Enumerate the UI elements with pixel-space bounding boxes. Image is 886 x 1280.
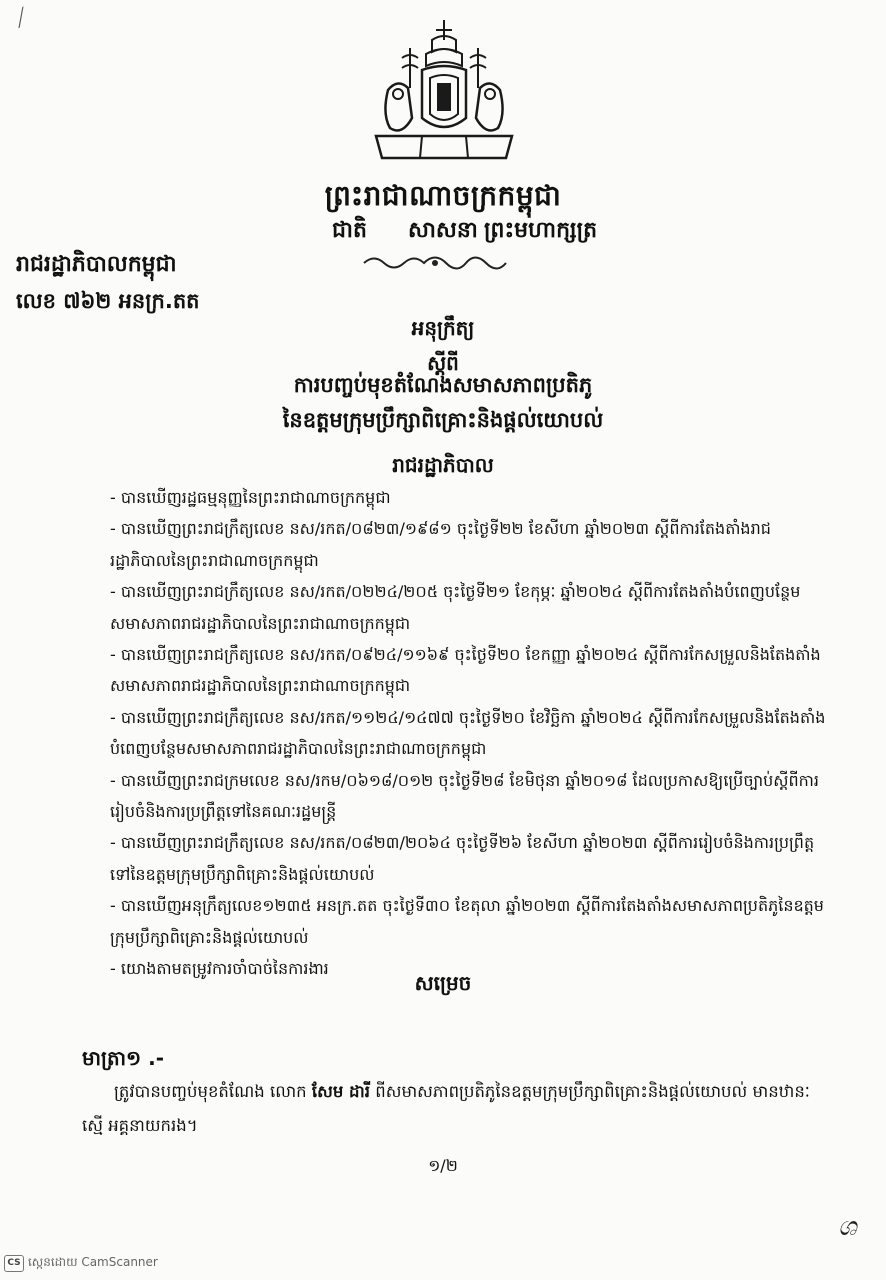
consideration-item: - បានឃើញព្រះរាជក្រឹត្យលេខ នស/រកត/០៨២៣/២០៦៤ ចុះថ្ងៃទី២៦ ខែសីហា ឆ្នាំ២០២៣ ស្តីពីការរៀបចំនិងការប្រព្រឹត្តទៅនៃឧត្តមក្រុមប្រឹក្សាពិគ្រោះនិងផ្តល់យោបល់	[110, 833, 815, 884]
consideration-item: - បានឃើញព្រះរាជក្រឹត្យលេខ នស/រកត/០២២៤/២០៥ ចុះថ្ងៃទី២១ ខែកុម្ភៈ ឆ្នាំ២០២៤ ស្តីពីការតែងតាំងបំពេញបន្ថែមសមាសភាពរាជរដ្ឋាភិបាលនៃព្រះរាជាណាចក្រកម្ពុជា	[110, 582, 801, 633]
subject-line-2: នៃឧត្តមក្រុមប្រឹក្សាពិគ្រោះនិងផ្តល់យោបល់	[282, 408, 604, 432]
person-name: សែម ដារី	[311, 1082, 371, 1101]
camscanner-logo-icon: CS	[4, 1255, 24, 1272]
authority-heading: រាជរដ្ឋាភិបាល	[392, 453, 494, 477]
pen-mark: ⟋	[8, 3, 35, 34]
issuer-name: រាជរដ្ឋាភិបាលកម្ពុជា	[16, 252, 177, 277]
consideration-item: - បានឃើញព្រះរាជក្រមលេខ នស/រកម/០៦១៨/០១២ ចុះថ្ងៃទី២៨ ខែមិថុនា ឆ្នាំ២០១៨ ដែលប្រកាសឱ្យប្រើច្បាប់ស្តីពីការរៀបចំនិងការប្រព្រឹត្តទៅនៃគណៈរដ្ឋមន្ត្រី	[110, 770, 819, 822]
document-type: អនុក្រឹត្យ	[411, 316, 475, 340]
ornament-divider-icon	[360, 254, 510, 272]
consideration-item: - បានឃើញរដ្ឋធម្មនុញ្ញនៃព្រះរាជាណាចក្រកម្ពុជា	[110, 488, 391, 507]
consideration-item: - យោងតាមតម្រូវការចាំបាច់នៃការងារ	[110, 959, 329, 979]
scanner-watermark	[4, 1254, 158, 1272]
document-about: ស្តីពី	[427, 351, 459, 375]
considerations-list	[96, 482, 826, 985]
consideration-item: - បានឃើញព្រះរាជក្រឹត្យលេខ នស/រកត/១១២៤/១៤៧៧ ចុះថ្ងៃទី២០ ខែវិច្ឆិកា ឆ្នាំ២០២៤ ស្តីពីការកែសម្រួលនិងតែងតាំងបំពេញបន្ថែមសមាសភាពរាជរដ្ឋាភិបាលនៃព្រះរាជាណាចក្រកម្ពុជា	[110, 707, 826, 759]
consideration-item: - បានឃើញព្រះរាជក្រឹត្យលេខ នស/រកត/០៨២៣/១៩៨១ ចុះថ្ងៃទី២២ ខែសីហា ឆ្នាំ២០២៣ ស្តីពីការតែងតាំងរាជរដ្ឋាភិបាលនៃព្រះរាជាណាចក្រកម្ពុជា	[110, 519, 771, 570]
kingdom-title: ព្រះរាជាណាចក្រកម្ពុជា	[324, 179, 562, 212]
article-text-after: ពីសមាសភាពប្រតិភូនៃឧត្តមក្រុមប្រឹក្សាពិគ្រោះនិងផ្តល់យោបល់ មានឋានៈស្មើ អគ្គនាយករង។	[82, 1082, 810, 1135]
subject-line-1: ការបញ្ចប់មុខតំណែងសមាសភាពប្រតិភូ	[293, 373, 593, 397]
motto-nation: ជាតិ	[332, 218, 367, 243]
royal-emblem-icon	[372, 18, 516, 168]
article-text-before: ត្រូវបានបញ្ចប់មុខតំណែង លោក	[114, 1082, 312, 1101]
article-label: មាត្រា១ .-	[82, 1046, 165, 1070]
scanner-text: ស្កេនដោយ CamScanner	[28, 1255, 158, 1269]
motto-religion: សាសនា	[408, 218, 478, 243]
reference-number: លេខ ៧៦២ អនក្រ.តត	[16, 289, 200, 313]
consideration-item: - បានឃើញព្រះរាជក្រឹត្យលេខ នស/រកត/០៩២៤/១១៦៩ ចុះថ្ងៃទី២០ ខែកញ្ញា ឆ្នាំ២០២៤ ស្តីពីការកែសម្រួលនិងតែងតាំងសមាសភាពរាជរដ្ឋាភិបាលនៃព្រះរាជាណាចក្រកម្ពុជា	[110, 645, 821, 696]
handwritten-initial: ශ	[838, 1212, 857, 1242]
page-number: ១/២	[428, 1156, 458, 1175]
consideration-item: - បានឃើញអនុក្រឹត្យលេខ១២៣៥ អនក្រ.តត ចុះថ្ងៃទី៣០ ខែតុលា ឆ្នាំ២០២៣ ស្តីពីការតែងតាំងសមាសភាពប្រតិភូនៃឧត្តមក្រុមប្រឹក្សាពិគ្រោះនិងផ្តល់យោបល់	[110, 896, 824, 947]
article-text	[82, 1075, 812, 1143]
decision-heading: សម្រេច	[414, 971, 472, 995]
motto-king: ព្រះមហាក្សត្រ	[484, 218, 598, 243]
